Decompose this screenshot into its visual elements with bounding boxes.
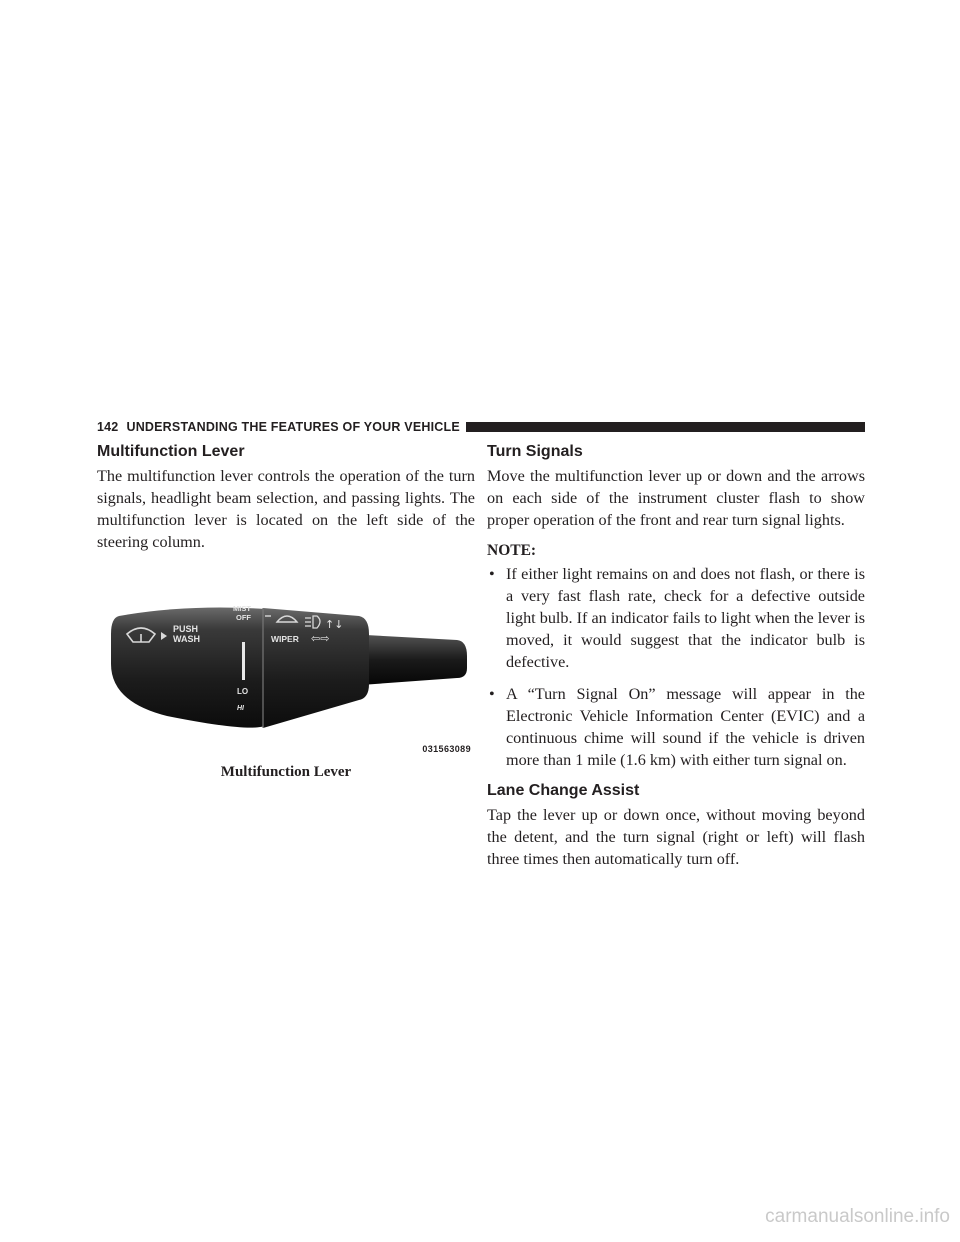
lane-change-heading: Lane Change Assist xyxy=(487,782,640,799)
beam-indicator-strip xyxy=(242,642,245,680)
up-down-arrow-icon: ↑↓ xyxy=(325,618,344,631)
wiper-label: WIPER xyxy=(271,634,299,644)
note-label: NOTE: xyxy=(487,542,537,559)
header-rule xyxy=(466,422,865,432)
multifunction-lever-heading: Multifunction Lever xyxy=(97,443,245,460)
off-label: OFF xyxy=(236,613,251,622)
push-label: PUSH xyxy=(173,624,199,634)
multifunction-lever-figure xyxy=(97,594,475,754)
note-item xyxy=(487,563,865,673)
watermark-text: carmanualsonline.info xyxy=(765,1206,950,1227)
lane-change-body: Tap the lever up or down once, without moving beyond the detent, and the turn signal (right or left) will flash three times then automatically turn off. xyxy=(487,806,865,868)
bullet: • xyxy=(489,685,495,703)
lever-collar xyxy=(263,608,369,728)
note-text: If either light remains on and does not flash, or there is a very fast flash rate, check for a defective outside light bulb. If an indicator fails to light when the lever is moved, it would suggest that the indicator bulb is defective. xyxy=(506,565,865,671)
turn-signals-body: Move the multifunction lever up or down and the arrows on each side of the instrument cluster flash to show proper operation of the front and rear turn signal lights. xyxy=(487,467,865,529)
hi-label: HI xyxy=(237,705,244,712)
note-text: A “Turn Signal On” message will appear in the Electronic Vehicle Information Center (EVIC) and a continuous chime will sound if the vehicle is driven more than 1 mile (1.6 km) with either turn signal on. xyxy=(506,685,865,769)
note-list xyxy=(487,563,865,771)
page-number: 142 xyxy=(97,420,119,434)
left-column xyxy=(97,442,475,553)
lever-illustration xyxy=(97,594,475,754)
bullet: • xyxy=(489,565,495,583)
wash-label: WASH xyxy=(173,634,200,644)
note-item xyxy=(487,683,865,771)
turn-arrows-icon: ⇦⇨ xyxy=(311,632,330,645)
turn-signals-heading: Turn Signals xyxy=(487,443,583,460)
right-column xyxy=(487,442,865,870)
lo-label: LO xyxy=(237,687,249,696)
section-title: UNDERSTANDING THE FEATURES OF YOUR VEHICLE xyxy=(126,420,460,434)
figure-code: 031563089 xyxy=(422,744,471,754)
page-header xyxy=(97,418,865,436)
multifunction-lever-body: The multifunction lever controls the operation of the turn signals, headlight beam selection, and passing lights. The multifunction lever is located on the left side of the steering column. xyxy=(97,467,475,551)
figure-caption: Multifunction Lever xyxy=(220,764,352,780)
mist-label: MIST xyxy=(233,604,251,613)
